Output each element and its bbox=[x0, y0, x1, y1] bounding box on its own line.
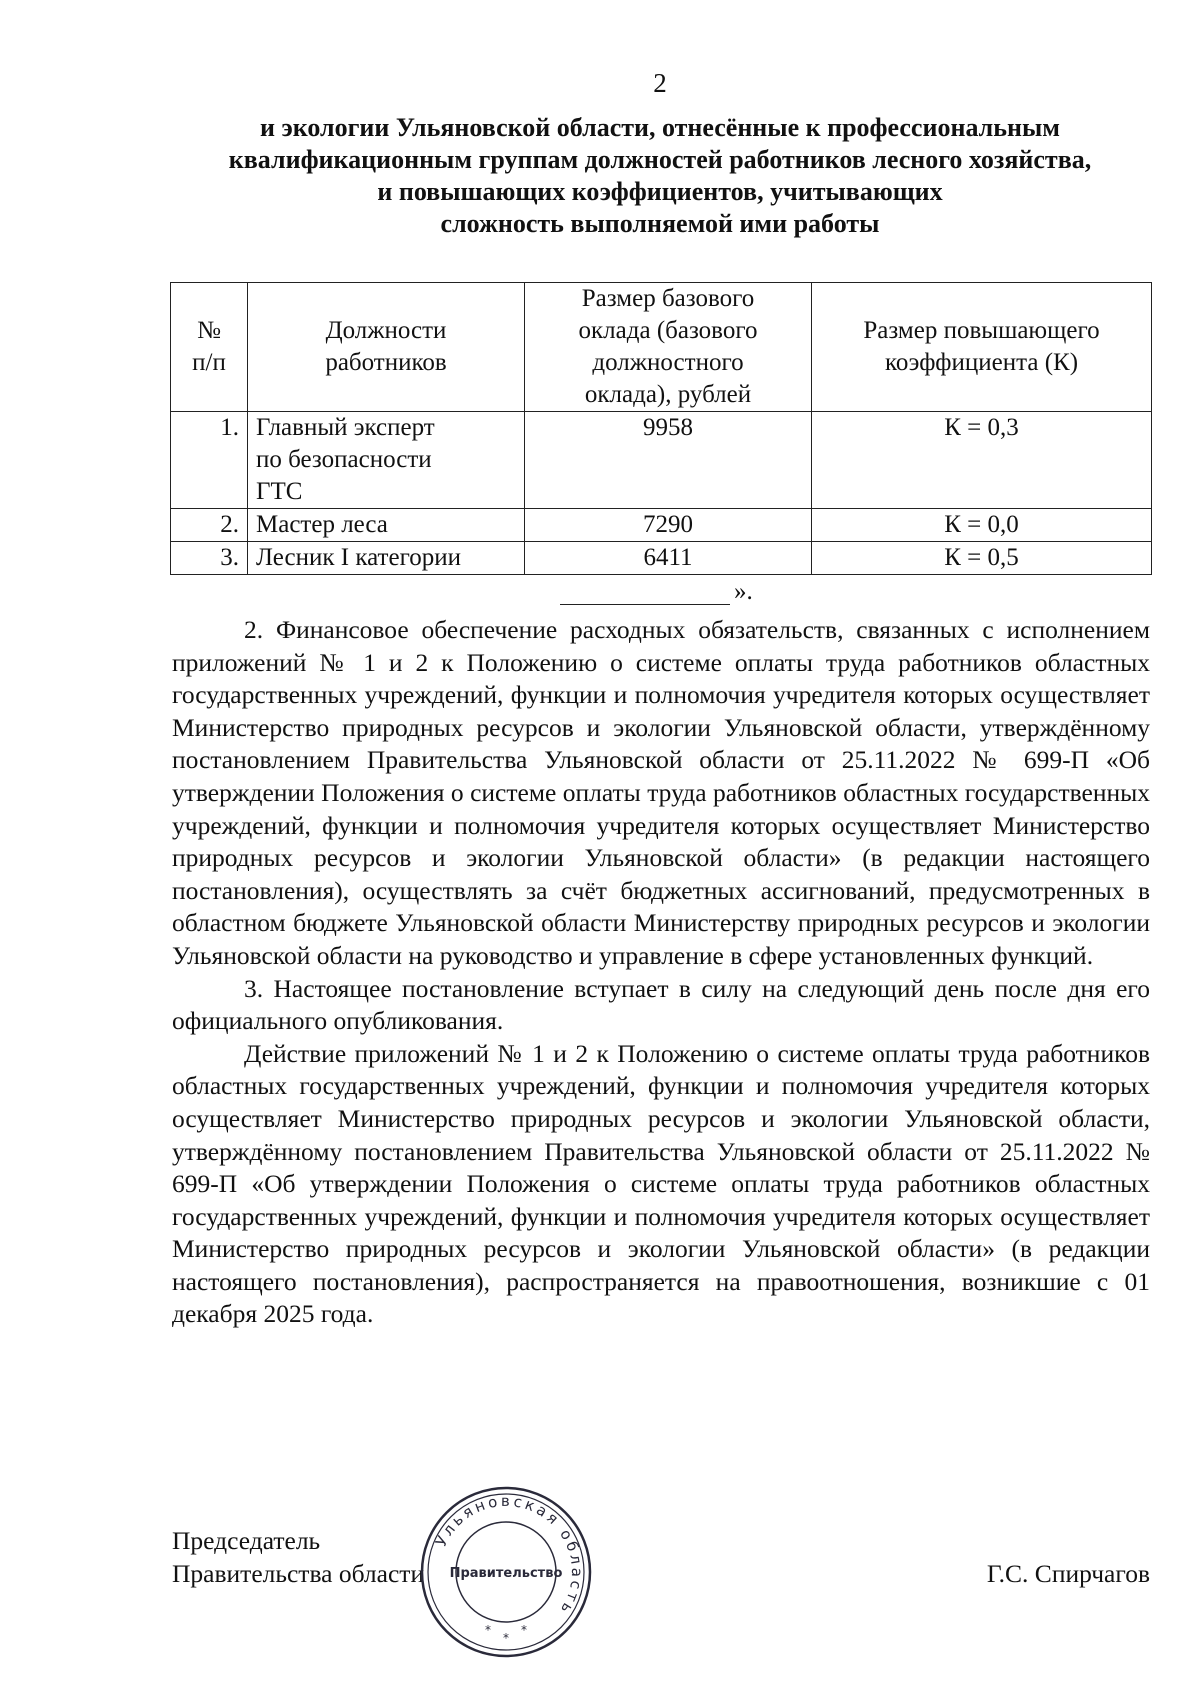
document-body bbox=[172, 614, 1150, 1331]
seal-star-icon: * bbox=[485, 1623, 491, 1637]
header-text: п/п bbox=[192, 349, 226, 376]
seal-center-text: Правительство bbox=[449, 1566, 563, 1581]
table-row bbox=[171, 542, 1152, 575]
table-row bbox=[171, 509, 1152, 542]
row-salary: 9958 bbox=[525, 412, 812, 509]
seal-star-icon: * bbox=[503, 1631, 509, 1645]
row-salary: 6411 bbox=[525, 542, 812, 575]
signatory-name: Г.С. Спирчагов bbox=[986, 1559, 1150, 1588]
table-row bbox=[171, 412, 1152, 509]
signatory-title-line: Правительства области bbox=[172, 1559, 425, 1588]
table-header-row bbox=[171, 283, 1152, 412]
heading-line: и экологии Ульяновской области, отнесённые к профессиональным bbox=[259, 113, 1060, 142]
header-num bbox=[171, 283, 248, 412]
row-coefficient: К = 0,0 bbox=[812, 509, 1152, 542]
row-coefficient: К = 0,3 bbox=[812, 412, 1152, 509]
signatory-title-line: Председатель bbox=[172, 1526, 321, 1555]
seal-star-icon: * bbox=[521, 1623, 527, 1637]
position-line: по безопасности bbox=[256, 446, 432, 473]
page-number: 2 bbox=[653, 68, 667, 98]
row-position bbox=[248, 412, 525, 509]
row-salary: 7290 bbox=[525, 509, 812, 542]
header-text: коэффициента (К) bbox=[884, 349, 1079, 376]
header-position bbox=[248, 283, 525, 412]
row-position bbox=[248, 542, 525, 575]
heading-line: сложность выполняемой ими работы bbox=[440, 209, 880, 238]
row-num: 1. bbox=[171, 412, 248, 509]
header-text: Должности bbox=[325, 317, 447, 344]
row-position bbox=[248, 509, 525, 542]
position-line: Главный эксперт bbox=[256, 414, 435, 441]
closing-quote: ». bbox=[734, 578, 753, 605]
document-heading bbox=[170, 112, 1150, 240]
signature-block bbox=[172, 1524, 1150, 1590]
row-num: 3. bbox=[171, 542, 248, 575]
salary-table bbox=[170, 282, 1152, 575]
header-text: должностного bbox=[592, 349, 744, 376]
paragraph: 3. Настоящее постановление вступает в силу на следующий день после дня его официального опубликования. bbox=[172, 973, 1150, 1036]
heading-line: и повышающих коэффициентов, учитывающих bbox=[377, 177, 943, 206]
heading-line: квалификационным группам должностей работников лесного хозяйства, bbox=[228, 145, 1092, 174]
header-coefficient bbox=[812, 283, 1152, 412]
official-seal bbox=[418, 1484, 594, 1660]
paragraph: 2. Финансовое обеспечение расходных обязательств, связанных с исполнением приложений № 1 и 2 к Положению о системе оплаты труда работников областных государственных учреждений, функции и полномочия учредителя которых осуществляет Министерство природных ресурсов и экологии Ульяновской области, утверждённому постановлением Правительства Ульяновской области от 25.11.2022 № 699-П «Об утверждении Положения о системе оплаты труда работников областных государственных учреждений, функции и полномочия учредителя которых осуществляет Министерство природных ресурсов и экологии Ульяновской области» (в редакции настоящего постановления), осуществлять за счёт бюджетных ассигнований, предусмотренных в областном бюджете Ульяновской области Министерству природных ресурсов и экологии Ульяновской области на руководство и управление в сфере установленных функций. bbox=[172, 615, 1150, 970]
position-line: Лесник I категории bbox=[256, 544, 461, 571]
header-text: оклада (базового bbox=[578, 317, 758, 344]
header-text: Размер повышающего bbox=[863, 317, 1100, 344]
seal-ring-text: Ульяновская область bbox=[431, 1491, 587, 1620]
header-text: № bbox=[197, 317, 221, 344]
blank-underline bbox=[560, 580, 730, 605]
position-line: ГТС bbox=[256, 478, 303, 505]
paragraph: Действие приложений № 1 и 2 к Положению о системе оплаты труда работников областных государственных учреждений, функции и полномочия учредителя которых осуществляет Министерство природных ресурсов и экологии Ульяновской области, утверждённому постановлением Правительства Ульяновской области от 25.11.2022 № 699-П «Об утверждении Положения о системе оплаты труда работников областных государственных учреждений, функции и полномочия учредителя которых осуществляет Министерство природных ресурсов и экологии Ульяновской области» (в редакции настоящего постановления), распространяется на правоотношения, возникшие с 01 декабря 2025 года. bbox=[172, 1038, 1150, 1329]
header-text: оклада), рублей bbox=[584, 381, 752, 408]
header-salary bbox=[525, 283, 812, 412]
header-text: работников bbox=[325, 349, 447, 376]
row-coefficient: К = 0,5 bbox=[812, 542, 1152, 575]
row-num: 2. bbox=[171, 509, 248, 542]
position-line: Мастер леса bbox=[256, 511, 388, 538]
header-text: Размер базового bbox=[581, 285, 755, 312]
